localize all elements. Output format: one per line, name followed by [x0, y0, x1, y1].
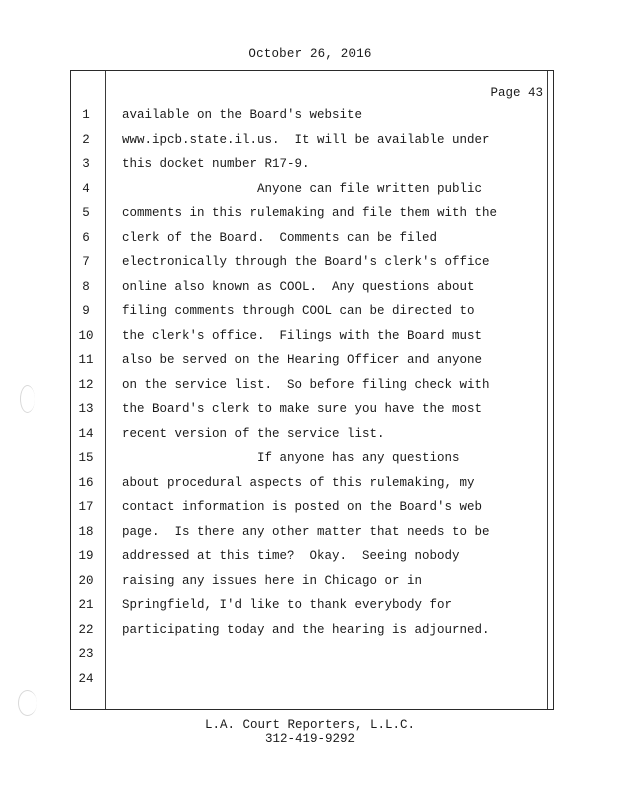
transcript-line: Springfield, I'd like to thank everybody for [122, 598, 453, 612]
line-number: 4 [82, 181, 90, 196]
line-number: 18 [78, 524, 94, 539]
transcript-line: raising any issues here in Chicago or in [122, 573, 423, 588]
line-number: 6 [82, 230, 90, 245]
transcript-line: on the service list. So before filing check with [122, 377, 490, 392]
line-number: 16 [78, 475, 94, 490]
transcript-line: also be served on the Hearing Officer and anyone [122, 353, 483, 367]
line-number: 11 [78, 353, 94, 367]
transcript-line: If anyone has any questions [122, 451, 460, 465]
line-number-rule [105, 71, 107, 709]
transcript-line: www.ipcb.state.il.us. It will be available under [122, 132, 490, 147]
page-number: Page 43 [490, 86, 543, 100]
line-number: 3 [82, 157, 90, 171]
transcript-line: this docket number R17-9. [122, 157, 310, 171]
line-number: 2 [82, 132, 90, 147]
line-number: 14 [78, 426, 94, 441]
transcript-line: addressed at this time? Okay. Seeing nobody [122, 549, 460, 563]
line-number: 5 [82, 206, 90, 220]
transcript-line: available on the Board's website [122, 108, 363, 122]
line-number: 13 [78, 402, 94, 416]
transcript-line: about procedural aspects of this rulemaking, my [122, 475, 475, 490]
transcript-line: Anyone can file written public [122, 181, 483, 196]
transcript-line: participating today and the hearing is adjourned. [122, 622, 490, 637]
line-number: 7 [82, 255, 90, 269]
line-number: 12 [78, 377, 94, 392]
binder-hole-mark [20, 385, 35, 413]
footer-company: L.A. Court Reporters, L.L.C. [204, 718, 416, 732]
footer-phone: 312-419-9292 [264, 732, 355, 746]
right-margin-rule [547, 71, 549, 709]
line-number: 20 [78, 573, 94, 588]
line-number: 23 [78, 647, 94, 661]
transcript-line: comments in this rulemaking and file them with the [122, 206, 498, 220]
line-number: 24 [78, 671, 94, 686]
line-number: 8 [82, 279, 90, 294]
transcript-line: electronically through the Board's clerk's office [122, 255, 490, 269]
line-number: 15 [78, 451, 94, 465]
line-number: 22 [78, 622, 94, 637]
binder-hole-mark [18, 690, 37, 716]
line-number: 10 [78, 328, 94, 343]
transcript-line: clerk of the Board. Comments can be filed [122, 230, 438, 245]
line-number: 19 [78, 549, 94, 563]
transcript-line: filing comments through COOL can be directed to [122, 304, 475, 318]
line-number: 1 [82, 108, 90, 122]
transcript-line: recent version of the service list. [122, 426, 385, 441]
line-number: 17 [78, 500, 94, 514]
transcript-line: online also known as COOL. Any questions about [122, 279, 475, 294]
transcript-line: page. Is there any other matter that needs to be [122, 524, 490, 539]
transcript-line: the Board's clerk to make sure you have the most [122, 402, 483, 416]
transcript-line: contact information is posted on the Board's web [122, 500, 483, 514]
line-number: 9 [82, 304, 90, 318]
line-number: 21 [78, 598, 94, 612]
header-date: October 26, 2016 [248, 47, 372, 61]
transcript-line: the clerk's office. Filings with the Board must [122, 328, 483, 343]
